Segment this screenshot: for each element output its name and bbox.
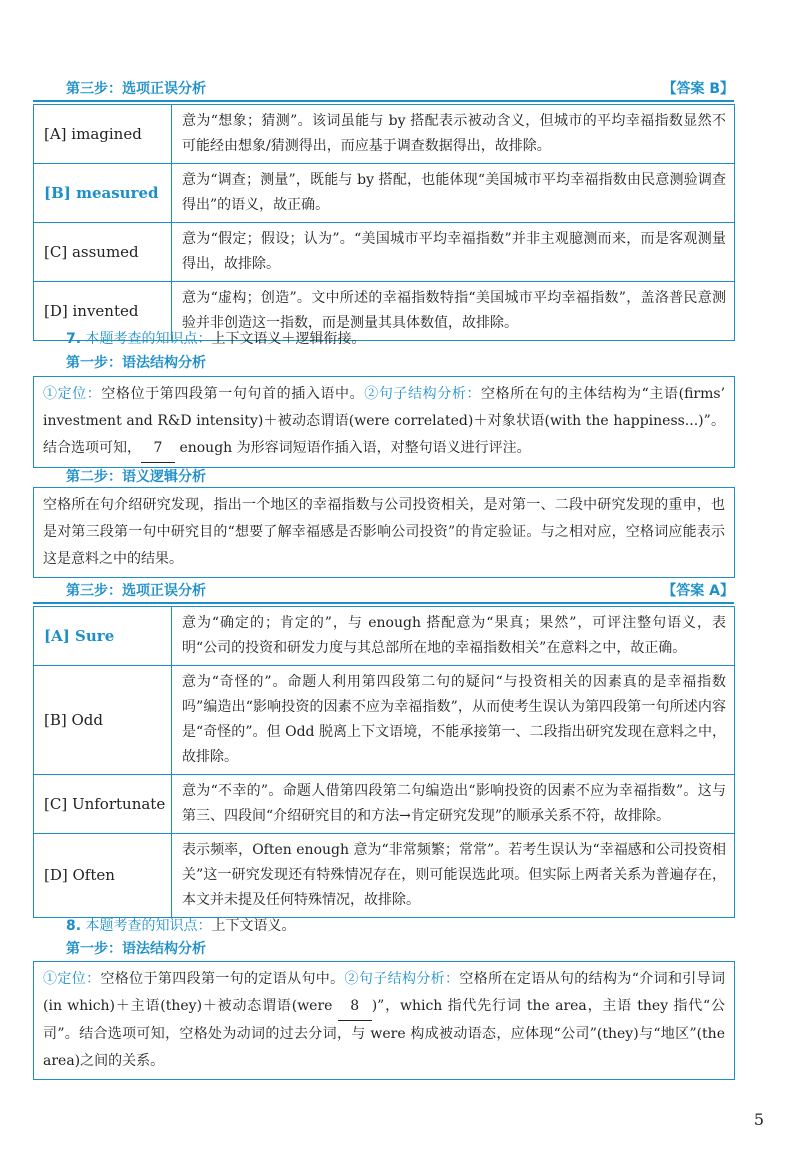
option-row xyxy=(34,223,735,282)
q7-step1-title: 第一步：语法结构分析 xyxy=(66,355,206,371)
q8-structure-text: 空格所在定语从句的结构为“介词和引导词(in which)＋主语(they)＋被动态谓语(were xyxy=(43,971,726,1014)
option-label: [A] Sure xyxy=(34,607,172,666)
option-explanation: 意为“奇怪的”。命题人利用第四段第二句的疑问“与投资相关的因素真的是幸福指数吗”编造出“影响投资的因素不应为幸福指数”，从而使考生误认为第四段第一句所述内容是“奇怪的”。但 Odd 脱离上下文语境，不能承接第一、二段指出研究发现在意料之中，故排除。 xyxy=(172,666,735,775)
q7-options-table xyxy=(33,606,735,918)
q7-answer: 【答案 A】 xyxy=(662,583,734,599)
q7-step3-header xyxy=(33,580,734,604)
q8-topic: 上下文语义。 xyxy=(211,918,296,934)
option-row xyxy=(34,607,735,666)
q7-structure-text: 空格所在句的主体结构为“主语(firms’ investment and R&D intensity)＋被动态谓语(were correlated)＋对象状语(with the happiness...)”。结合选项可知， xyxy=(43,386,726,456)
q7-blank: 7 xyxy=(141,435,175,463)
option-explanation: 意为“想象；猜测”。该词虽能与 by 搭配表示被动含义，但城市的平均幸福指数显然不可能经由想象/猜测得出，而应基于调查数据得出，故排除。 xyxy=(172,105,735,164)
option-label: [D] invented xyxy=(34,282,172,341)
option-explanation: 意为“确定的；肯定的”，与 enough 搭配意为“果真；果然”，可评注整句语义，表明“公司的投资和研发力度与其总部所在地的幸福指数相关”在意料之中，故正确。 xyxy=(172,607,735,666)
q7-label: 本题考查的知识点： xyxy=(85,331,212,347)
q8-blank: 8 xyxy=(338,993,372,1021)
q8-structure-label: ②句子结构分析： xyxy=(344,971,460,987)
option-explanation: 意为“虚构；创造”。文中所述的幸福指数特指“美国城市平均幸福指数”，盖洛普民意测验并非创造这一指数，而是测量其具体数值，故排除。 xyxy=(172,282,735,341)
page-number: 5 xyxy=(753,1110,764,1129)
q7-number: 7. xyxy=(66,331,82,347)
q7-step2-title: 第二步：语义逻辑分析 xyxy=(66,469,206,485)
option-label: [B] Odd xyxy=(34,666,172,775)
q7-locate-label: ①定位： xyxy=(43,386,102,402)
option-label: [A] imagined xyxy=(34,105,172,164)
q8-step1-header xyxy=(33,938,734,960)
q7-locate-text: 空格位于第四段第一句句首的插入语中。 xyxy=(101,386,365,402)
q8-locate-label: ①定位： xyxy=(43,971,101,987)
q8-header xyxy=(66,915,296,935)
option-label: [D] Often xyxy=(34,834,172,918)
q8-label: 本题考查的知识点： xyxy=(85,918,212,934)
q7-step2-header xyxy=(33,466,734,488)
option-explanation: 意为“调查；测量”，既能与 by 搭配，也能体现“美国城市平均幸福指数由民意测验调查得出”的语义，故正确。 xyxy=(172,164,735,223)
option-label: [C] assumed xyxy=(34,223,172,282)
option-explanation: 意为“假定；假设；认为”。“美国城市平均幸福指数”并非主观臆测而来，而是客观测量得出，故排除。 xyxy=(172,223,735,282)
q8-step1-box xyxy=(33,961,735,1080)
q8-structure-text-end: )”，which 指代先行词 the area，主语 they 指代“公司”。结合选项可知，空格处为动词的过去分词，与 were 构成被动语态，应体现“公司”(they)与“地区”(the area)之间的关系。 xyxy=(43,998,725,1069)
option-explanation: 意为“不幸的”。命题人借第四段第二句编造出“影响投资的因素不应为幸福指数”。这与第三、四段间“介绍研究目的和方法→肯定研究发现”的顺承关系不符，故排除。 xyxy=(172,775,735,834)
q7-step3-title: 第三步：选项正误分析 xyxy=(66,583,206,599)
option-row xyxy=(34,164,735,223)
option-row xyxy=(34,834,735,918)
option-row xyxy=(34,666,735,775)
option-explanation: 表示频率，Often enough 意为“非常频繁；常常”。若考生误认为“幸福感和公司投资相关”这一研究发现还有特殊情况存在，则可能误选此项。但实际上两者关系为普遍存在，本文并未提及任何特殊情况，故排除。 xyxy=(172,834,735,918)
q6-answer: 【答案 B】 xyxy=(662,81,734,97)
q6-step3-title: 第三步：选项正误分析 xyxy=(66,81,206,97)
q7-header xyxy=(66,328,366,348)
option-label: [C] Unfortunate xyxy=(34,775,172,834)
q7-step1-header xyxy=(33,352,734,374)
q6-step3-header xyxy=(33,78,734,102)
option-label: [B] measured xyxy=(34,164,172,223)
q7-step2-text: 空格所在句介绍研究发现，指出一个地区的幸福指数与公司投资相关，是对第一、二段中研究发现的重申，也是对第三段第一句中研究目的“想要了解幸福感是否影响公司投资”的肯定验证。与之相对应，空格词应能表示这是意料之中的结果。 xyxy=(43,497,725,567)
q7-structure-text-end: enough 为形容词短语作插入语，对整句语义进行评注。 xyxy=(175,440,531,456)
q7-step1-box xyxy=(33,376,735,468)
q8-number: 8. xyxy=(66,918,82,934)
q8-locate-text: 空格位于第四段第一句的定语从句中。 xyxy=(100,971,345,987)
q7-structure-label: ②句子结构分析： xyxy=(364,386,482,402)
option-row xyxy=(34,105,735,164)
q7-topic: 上下文语义＋逻辑衔接。 xyxy=(211,331,366,347)
q7-step2-box xyxy=(33,487,735,578)
q6-options-table xyxy=(33,104,735,341)
q8-step1-title: 第一步：语法结构分析 xyxy=(66,941,206,957)
option-row xyxy=(34,775,735,834)
